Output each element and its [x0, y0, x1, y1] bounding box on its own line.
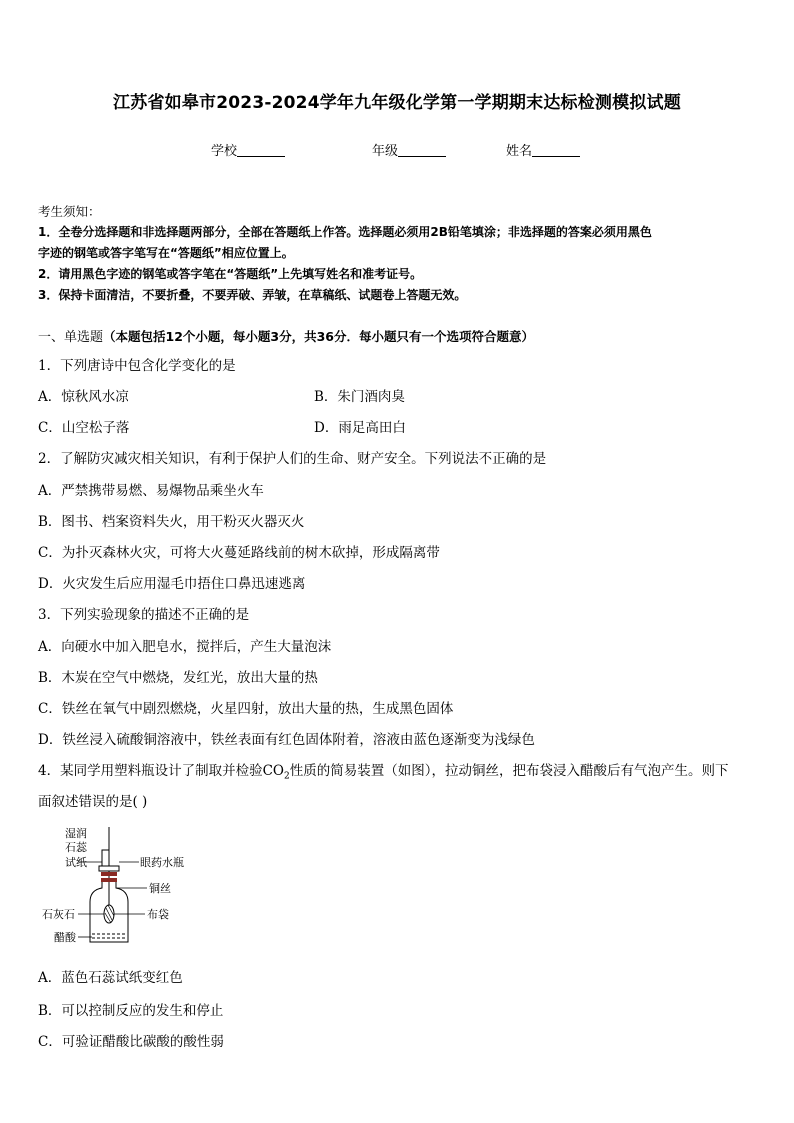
label-copper-wire: 铜丝 — [149, 882, 171, 895]
exam-notice — [38, 201, 758, 306]
stopper-band-shape — [101, 872, 117, 876]
q4-option-a[interactable]: A．蓝色石蕊试纸变红色 — [38, 970, 183, 986]
notice-heading: 考生须知： — [38, 204, 101, 219]
grade-field[interactable] — [372, 140, 446, 159]
q3-option-c[interactable]: C．铁丝在氧气中剧烈燃烧，火星四射，放出大量的热，生成黑色固体 — [38, 701, 454, 717]
stopper-band-shape — [101, 878, 117, 882]
notice-item: 2．请用黑色字迹的钢笔或答字笔在“答题纸”上先填写姓名和准考证号。 — [38, 267, 423, 281]
section-heading — [38, 326, 534, 345]
q4-stem-part2: 性质的简易装置（如图），拉动铜丝，把布袋浸入醋酸后有气泡产生。则下 — [289, 763, 729, 779]
label-litmus-3: 试纸 — [65, 856, 87, 869]
q1-option-d[interactable]: D．雨足高田白 — [314, 420, 406, 436]
q3-option-d[interactable]: D．铁丝浸入硫酸铜溶液中，铁丝表面有红色固体附着，溶液由蓝色逐渐变为浅绿色 — [38, 732, 535, 748]
q4-stem-subscript: 2 — [284, 771, 290, 782]
question-2-stem: 2．了解防灾减灾相关知识，有利于保护人们的生命、财产安全。下列说法不正确的是 — [38, 451, 547, 467]
name-blank[interactable] — [532, 143, 580, 157]
q4-option-c[interactable]: C．可验证醋酸比碳酸的酸性弱 — [38, 1034, 224, 1050]
question-4-stem — [38, 759, 728, 782]
litmus-paper-shape — [102, 850, 109, 866]
q2-option-a[interactable]: A．严禁携带易燃、易爆物品乘坐火车 — [38, 483, 264, 499]
grade-blank[interactable] — [398, 143, 446, 157]
question-4-stem-cont: 面叙述错误的是( ) — [38, 794, 148, 810]
label-litmus-1: 湿润 — [65, 827, 87, 840]
q3-option-b[interactable]: B．木炭在空气中燃烧，发红光，放出大量的热 — [38, 670, 318, 686]
co2-apparatus-diagram — [38, 822, 198, 952]
q2-option-c[interactable]: C．为扑灭森林火灾，可将大火蔓延路线前的树木砍掉，形成隔离带 — [38, 545, 440, 561]
q1-option-b[interactable]: B．朱门酒肉臭 — [314, 389, 405, 405]
notice-item: 字迹的钢笔或答字笔写在“答题纸”相应位置上。 — [38, 246, 294, 260]
label-acetic-acid: 醋酸 — [54, 931, 76, 944]
notice-item: 3．保持卡面清洁，不要折叠，不要弄破、弄皱，在草稿纸、试题卷上答题无效。 — [38, 288, 467, 302]
school-label: 学校 — [211, 144, 238, 159]
q1-option-c[interactable]: C．山空松子落 — [38, 420, 130, 436]
exam-title: 江苏省如皋市2023-2024学年九年级化学第一学期期末达标检测模拟试题 — [113, 93, 681, 113]
q4-option-b[interactable]: B．可以控制反应的发生和停止 — [38, 1003, 224, 1019]
q4-stem-part1: 4．某同学用塑料瓶设计了制取并检验CO — [38, 763, 284, 779]
name-field[interactable] — [506, 140, 580, 159]
label-dropper: 眼药水瓶 — [140, 856, 184, 869]
question-3-stem: 3．下列实验现象的描述不正确的是 — [38, 607, 250, 623]
q3-option-a[interactable]: A．向硬水中加入肥皂水，搅拌后，产生大量泡沫 — [38, 639, 332, 655]
label-litmus-2: 石蕊 — [65, 841, 87, 854]
section-title: 一、单选题 — [38, 330, 104, 345]
section-note: （本题包括12个小题，每小题3分，共36分．每小题只有一个选项符合题意） — [103, 329, 535, 344]
name-label: 姓名 — [506, 144, 533, 159]
question-1-stem: 1．下列唐诗中包含化学变化的是 — [38, 358, 236, 374]
q2-option-b[interactable]: B．图书、档案资料失火，用干粉灭火器灭火 — [38, 514, 305, 530]
notice-item: 1．全卷分选择题和非选择题两部分，全部在答题纸上作答。选择题必须用2B铅笔填涂；非选择题的答案必须用黑色 — [38, 225, 652, 239]
label-cloth-bag: 布袋 — [147, 908, 169, 921]
dropper-cap-shape — [99, 866, 119, 871]
school-field[interactable] — [211, 140, 285, 159]
q2-option-d[interactable]: D．火灾发生后应用湿毛巾捂住口鼻迅速逃离 — [38, 576, 306, 592]
label-limestone: 石灰石 — [42, 908, 75, 921]
q1-option-a[interactable]: A．惊秋风水凉 — [38, 389, 129, 405]
grade-label: 年级 — [372, 144, 399, 159]
school-blank[interactable] — [237, 143, 285, 157]
